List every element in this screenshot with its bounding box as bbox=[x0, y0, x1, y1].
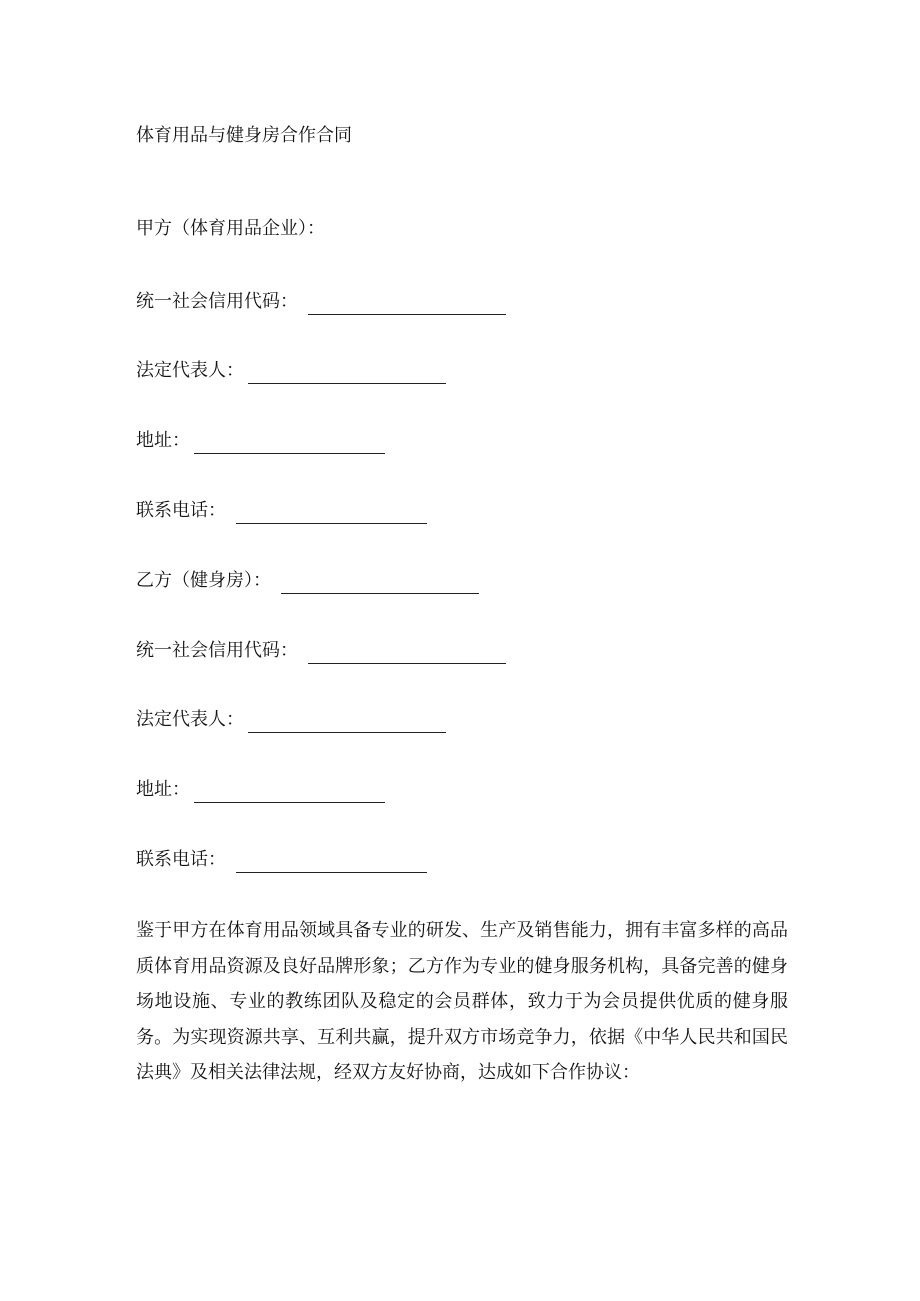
party-b-address-blank[interactable] bbox=[194, 784, 385, 803]
party-a-credit-code-label: 统一社会信用代码： bbox=[136, 291, 298, 312]
party-b-address-line bbox=[136, 777, 385, 803]
party-b-phone-label: 联系电话： bbox=[136, 849, 226, 870]
party-a-address-blank[interactable] bbox=[194, 435, 385, 454]
party-a-heading-label: 甲方（体育用品企业）： bbox=[136, 218, 325, 239]
party-a-address-label: 地址： bbox=[136, 430, 190, 451]
party-b-credit-code-label: 统一社会信用代码： bbox=[136, 640, 298, 661]
party-b-credit-code-blank[interactable] bbox=[308, 645, 506, 664]
party-b-credit-code-line bbox=[136, 638, 506, 664]
party-b-heading-label: 乙方（健身房）： bbox=[136, 570, 271, 591]
party-a-phone-label: 联系电话： bbox=[136, 500, 226, 521]
party-b-legal-rep-blank[interactable] bbox=[248, 714, 446, 733]
party-a-credit-code-line bbox=[136, 289, 506, 315]
party-b-legal-rep-label: 法定代表人： bbox=[136, 709, 244, 730]
party-a-phone-blank[interactable] bbox=[236, 505, 427, 524]
party-a-address-line bbox=[136, 428, 385, 454]
intro-paragraph: 鉴于甲方在体育用品领域具备专业的研发、生产及销售能力，拥有丰富多样的高品质体育用品资源及良好品牌形象；乙方作为专业的健身服务机构，具备完善的健身场地设施、专业的教练团队及稳定的会员群体，致力于为会员提供优质的健身服务。为实现资源共享、互利共赢，提升双方市场竞争力，依据《中华人民共和国民法典》及相关法律法规，经双方友好协商，达成如下合作协议： bbox=[136, 920, 788, 1083]
party-a-heading bbox=[136, 216, 325, 242]
party-b-heading-line bbox=[136, 568, 479, 594]
party-b-address-label: 地址： bbox=[136, 779, 190, 800]
party-b-phone-line bbox=[136, 847, 427, 873]
party-a-legal-rep-label: 法定代表人： bbox=[136, 360, 244, 381]
party-a-credit-code-blank[interactable] bbox=[308, 296, 506, 315]
party-a-phone-line bbox=[136, 498, 427, 524]
party-b-name-blank[interactable] bbox=[281, 575, 479, 594]
party-a-legal-rep-blank[interactable] bbox=[248, 365, 446, 384]
party-a-legal-rep-line bbox=[136, 358, 446, 384]
document-title: 体育用品与健身房合作合同 bbox=[136, 125, 352, 146]
party-b-phone-blank[interactable] bbox=[236, 854, 427, 873]
party-b-legal-rep-line bbox=[136, 707, 446, 733]
